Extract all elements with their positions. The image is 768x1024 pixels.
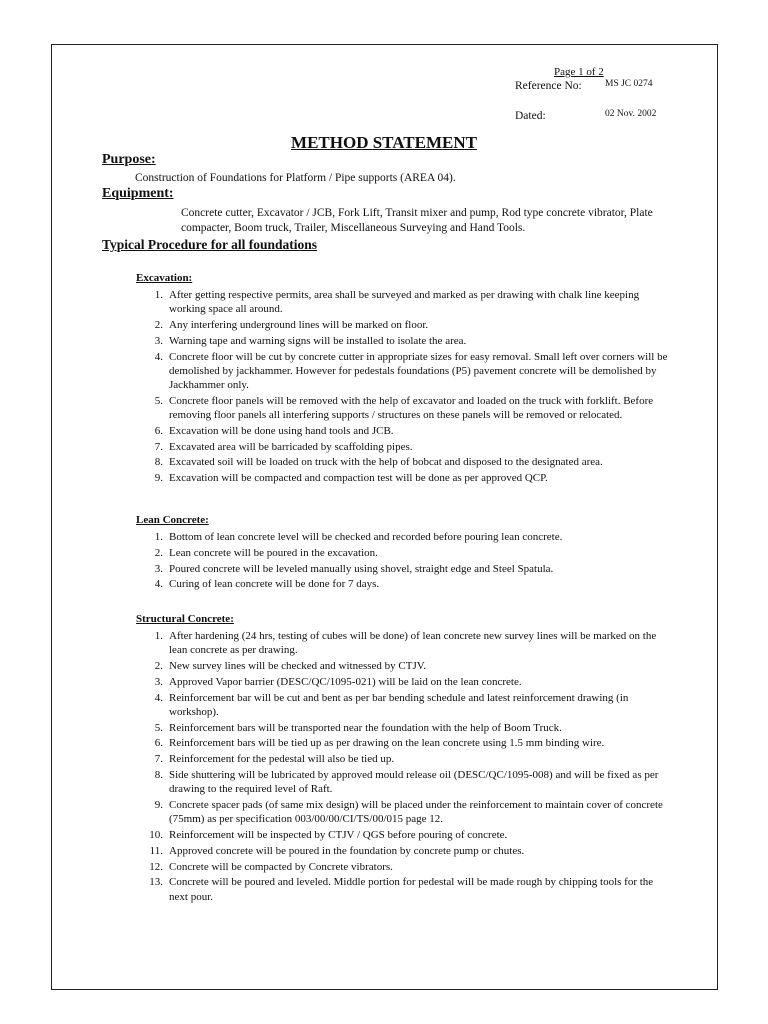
list-item-text: Any interfering underground lines will be marked on floor. [169,319,429,331]
list-item-number: 1. [154,531,163,543]
list-item [0,394,669,422]
list-item [0,562,669,576]
list-item-number: 7. [154,440,163,453]
list-item-text: Excavated soil will be loaded on truck with the help of bobcat and disposed to the designated area. [169,456,603,469]
list-item-number: 12. [149,860,163,873]
list-item-number: 2. [154,546,163,559]
list-item-text: Reinforcement for the pedestal will also be tied up. [169,753,395,766]
lean-concrete-steps [0,530,669,593]
list-item-text: After getting respective permits, area shall be surveyed and marked as per drawing with chalk line keeping working space all around. [169,289,640,316]
dated-value: 02 Nov. 2002 [605,109,657,119]
list-item-text: Approved concrete will be poured in the foundation by concrete pump or chutes. [169,844,525,857]
list-item-text: Excavated area will be barricaded by scaffolding pipes. [169,440,413,453]
list-item-number: 3. [154,334,163,347]
structural-concrete-steps [0,629,669,905]
list-item [0,577,669,591]
list-item-number: 6. [154,737,163,750]
section-heading-lean-concrete: Lean Concrete: [136,514,209,526]
list-item-number: 2. [154,660,163,672]
list-item [0,530,669,544]
list-item-text: Excavation will be done using hand tools and JCB. [169,424,394,437]
list-item-text: After hardening (24 hrs, testing of cubes will be done) of lean concrete new survey lines will be marked on the lean concrete as per drawing. [169,630,657,657]
list-item-number: 1. [154,289,163,301]
list-item [0,546,669,560]
list-item-text: Bottom of lean concrete level will be checked and recorded before pouring lean concrete. [169,531,563,543]
list-item-text: Side shuttering will be lubricated by approved mould release oil (DESC/QC/1095-008) and will be fixed as per drawing to the required level of Raft. [169,768,659,796]
list-item-number: 13. [149,876,163,889]
reference-label: Reference No: [515,80,582,92]
list-item [0,798,669,826]
list-item-text: Reinforcement bars will be transported near the foundation with the help of Boom Truck. [169,721,562,734]
list-item [0,288,669,316]
list-item-text: Reinforcement will be inspected by CTJV / QGS before pouring of concrete. [169,828,508,841]
list-item [0,318,669,332]
reference-value: MS JC 0274 [605,79,653,89]
list-item-number: 10. [149,828,163,841]
list-item [0,752,669,766]
list-item-number: 2. [154,319,163,331]
section-heading-structural-concrete: Structural Concrete: [136,613,234,625]
list-item [0,675,669,689]
excavation-steps [0,288,669,487]
list-item-number: 11. [149,844,163,857]
list-item [0,440,669,454]
list-item-number: 5. [154,394,163,407]
list-item-number: 5. [154,721,163,734]
list-item [0,350,669,393]
list-item-text: Curing of lean concrete will be done for 7 days. [169,578,380,591]
list-item-number: 4. [154,691,163,704]
list-item-text: Concrete spacer pads (of same mix design) will be placed under the reinforcement to maintain cover of concrete (75mm) as per specification 003/00/00/CI/TS/00/015 page 12. [169,798,663,826]
list-item-number: 4. [154,350,163,363]
list-item [0,768,669,796]
list-item-number: 7. [154,753,163,766]
list-item-number: 3. [154,562,163,575]
list-item-text: Reinforcement bar will be cut and bent as per bar bending schedule and latest reinforcement drawing (in workshop). [169,691,629,718]
list-item-text: Concrete will be poured and leveled. Middle portion for pedestal will be made rough by chipping tools for the next pour. [169,876,654,903]
dated-label: Dated: [515,110,546,122]
list-item [0,424,669,438]
list-item-number: 9. [154,472,163,485]
list-item [0,875,669,903]
purpose-heading: Purpose: [102,152,156,167]
list-item [0,828,669,842]
list-item-text: Poured concrete will be leveled manually using shovel, straight edge and Steel Spatula. [169,562,554,575]
section-heading-excavation: Excavation: [136,272,193,284]
list-item-number: 4. [154,578,163,591]
list-item [0,455,669,469]
list-item-text: Concrete floor will be cut by concrete cutter in appropriate sizes for easy removal. Small left over corners will be demolished by jackhammer. However for pedestals foundations (P5) pavement concrete will be demolished by Jackhammer only. [169,350,668,391]
equipment-heading: Equipment: [102,186,174,201]
list-item-text: Warning tape and warning signs will be installed to isolate the area. [169,334,467,347]
page-number: Page 1 of 2 [554,66,604,78]
list-item-number: 9. [154,798,163,811]
list-item-number: 3. [154,675,163,688]
equipment-text: Concrete cutter, Excavator / JCB, Fork Lift, Transit mixer and pump, Rod type concrete vibrator, Plate compacter, Boom truck, Trailer, Miscellaneous Surveying and Hand Tools. [181,207,653,234]
list-item-text: Concrete will be compacted by Concrete vibrators. [169,860,393,873]
list-item-text: Concrete floor panels will be removed with the help of excavator and loaded on the truck with forklift. Before removing floor panels all interfering supports / structures on these panels will be removed or relocated. [169,394,654,421]
list-item [0,471,669,485]
list-item-number: 1. [154,630,163,642]
list-item-text: New survey lines will be checked and witnessed by CTJV. [169,660,427,672]
list-item [0,334,669,348]
list-item [0,736,669,750]
list-item [0,844,669,858]
list-item-text: Approved Vapor barrier (DESC/QC/1095-021) will be laid on the lean concrete. [169,675,522,688]
list-item-text: Lean concrete will be poured in the excavation. [169,546,378,559]
list-item [0,691,669,719]
purpose-text: Construction of Foundations for Platform / Pipe supports (AREA 04). [135,172,456,184]
list-item [0,860,669,874]
list-item-number: 8. [154,456,163,469]
list-item [0,721,669,735]
list-item-number: 8. [154,768,163,781]
procedure-heading: Typical Procedure for all foundations [102,237,318,252]
list-item [0,629,669,657]
list-item-text: Reinforcement bars will be tied up as per drawing on the lean concrete using 1.5 mm binding wire. [169,737,605,750]
list-item-text: Excavation will be compacted and compaction test will be done as per approved QCP. [169,472,548,485]
list-item-number: 6. [154,424,163,437]
document-title: METHOD STATEMENT [291,133,477,152]
list-item [0,659,669,673]
